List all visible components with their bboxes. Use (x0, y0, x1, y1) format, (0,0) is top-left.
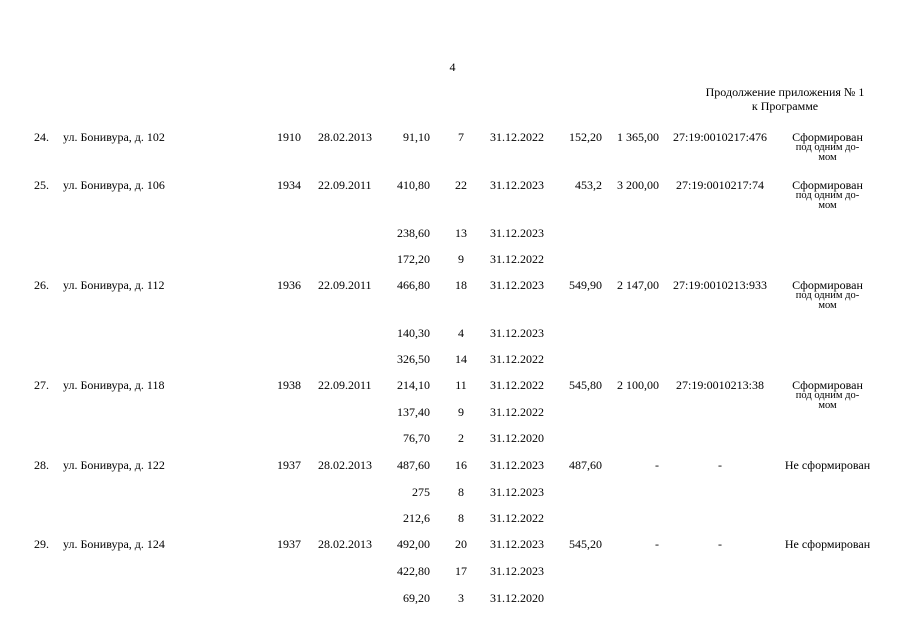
recognition-date-cell: 22.09.2011 (318, 278, 372, 292)
status-line: Сформирован (792, 278, 863, 292)
relocation-date-cell: 31.12.2022 (490, 352, 544, 366)
status-line: Сформирован (792, 178, 863, 192)
relocation-date-cell: 31.12.2023 (490, 564, 544, 578)
address-cell: ул. Бонивура, д. 118 (63, 378, 165, 392)
area-cell: 466,80 (397, 278, 430, 292)
total-area-cell: 549,90 (569, 278, 602, 292)
residents-count-cell: 8 (458, 485, 464, 499)
cadastral-number-cell: - (718, 458, 722, 472)
relocation-date-cell: 31.12.2020 (490, 591, 544, 605)
cadastral-number-cell: 27:19:0010217:476 (672, 130, 767, 144)
total-area-cell: 545,80 (569, 378, 602, 392)
relocation-date-cell: 31.12.2023 (490, 458, 544, 472)
year-cell: 1937 (277, 537, 301, 551)
status-line: Не сформирован (784, 537, 871, 551)
cadastral-number-cell: - (718, 537, 722, 551)
status-cell (780, 379, 875, 411)
continuation-header (690, 85, 880, 113)
area-cell: 212,6 (403, 511, 430, 525)
cost-cell: 2 100,00 (617, 378, 659, 392)
relocation-date-cell: 31.12.2022 (490, 130, 544, 144)
residents-count-cell: 8 (458, 511, 464, 525)
residents-count-cell: 4 (458, 326, 464, 340)
area-cell: 410,80 (397, 178, 430, 192)
residents-count-cell: 17 (455, 564, 467, 578)
year-cell: 1934 (277, 178, 301, 192)
row-number: 26. (34, 278, 49, 292)
area-cell: 76,70 (403, 431, 430, 445)
residents-count-cell: 22 (455, 178, 467, 192)
residents-count-cell: 2 (458, 431, 464, 445)
status-cell (780, 179, 875, 211)
status-line: под одним до- (795, 190, 860, 201)
area-cell: 422,80 (397, 564, 430, 578)
address-cell: ул. Бонивура, д. 112 (63, 278, 165, 292)
row-number: 28. (34, 458, 49, 472)
area-cell: 214,10 (397, 378, 430, 392)
residents-count-cell: 11 (455, 378, 467, 392)
total-area-cell: 545,20 (569, 537, 602, 551)
area-cell: 91,10 (403, 130, 430, 144)
row-number: 25. (34, 178, 49, 192)
status-line: под одним до- (795, 290, 860, 301)
row-number: 29. (34, 537, 49, 551)
continuation-line-1: Продолжение приложения № 1 (705, 85, 865, 99)
year-cell: 1936 (277, 278, 301, 292)
status-cell (780, 131, 875, 163)
status-line: под одним до- (795, 142, 860, 153)
cost-cell: 1 365,00 (617, 130, 659, 144)
status-line: Не сформирован (784, 458, 871, 472)
area-cell: 326,50 (397, 352, 430, 366)
address-cell: ул. Бонивура, д. 122 (63, 458, 165, 472)
relocation-date-cell: 31.12.2023 (490, 537, 544, 551)
status-cell (780, 459, 875, 472)
relocation-date-cell: 31.12.2022 (490, 405, 544, 419)
area-cell: 137,40 (397, 405, 430, 419)
area-cell: 140,30 (397, 326, 430, 340)
recognition-date-cell: 28.02.2013 (318, 537, 372, 551)
relocation-date-cell: 31.12.2022 (490, 378, 544, 392)
status-line: Сформирован (792, 130, 863, 144)
area-cell: 172,20 (397, 252, 430, 266)
residents-count-cell: 9 (458, 405, 464, 419)
status-line: мом (818, 152, 837, 163)
relocation-date-cell: 31.12.2020 (490, 431, 544, 445)
year-cell: 1937 (277, 458, 301, 472)
residents-count-cell: 9 (458, 252, 464, 266)
row-number: 27. (34, 378, 49, 392)
residents-count-cell: 7 (458, 130, 464, 144)
area-cell: 275 (412, 485, 430, 499)
cost-cell: - (655, 458, 659, 472)
residents-count-cell: 14 (455, 352, 467, 366)
cadastral-number-cell: 27:19:0010213:933 (672, 278, 767, 292)
residents-count-cell: 3 (458, 591, 464, 605)
cost-cell: 2 147,00 (617, 278, 659, 292)
relocation-date-cell: 31.12.2023 (490, 326, 544, 340)
status-line: мом (818, 400, 837, 411)
area-cell: 487,60 (397, 458, 430, 472)
total-area-cell: 453,2 (575, 178, 602, 192)
area-cell: 238,60 (397, 226, 430, 240)
relocation-date-cell: 31.12.2023 (490, 485, 544, 499)
cadastral-number-cell: 27:19:0010213:38 (675, 378, 764, 392)
status-line: мом (818, 300, 837, 311)
residents-count-cell: 18 (455, 278, 467, 292)
residents-count-cell: 16 (455, 458, 467, 472)
address-cell: ул. Бонивура, д. 106 (63, 178, 165, 192)
page-number: 4 (449, 60, 456, 74)
total-area-cell: 487,60 (569, 458, 602, 472)
relocation-date-cell: 31.12.2022 (490, 252, 544, 266)
recognition-date-cell: 22.09.2011 (318, 178, 372, 192)
cost-cell: - (655, 537, 659, 551)
status-cell (780, 538, 875, 551)
residents-count-cell: 20 (455, 537, 467, 551)
continuation-line-2: к Программе (751, 99, 819, 113)
recognition-date-cell: 28.02.2013 (318, 458, 372, 472)
status-line: мом (818, 200, 837, 211)
relocation-date-cell: 31.12.2022 (490, 511, 544, 525)
residents-count-cell: 13 (455, 226, 467, 240)
relocation-date-cell: 31.12.2023 (490, 278, 544, 292)
address-cell: ул. Бонивура, д. 124 (63, 537, 165, 551)
cost-cell: 3 200,00 (617, 178, 659, 192)
recognition-date-cell: 28.02.2013 (318, 130, 372, 144)
address-cell: ул. Бонивура, д. 102 (63, 130, 165, 144)
area-cell: 69,20 (403, 591, 430, 605)
status-line: под одним до- (795, 390, 860, 401)
year-cell: 1938 (277, 378, 301, 392)
row-number: 24. (34, 130, 49, 144)
area-cell: 492,00 (397, 537, 430, 551)
cadastral-number-cell: 27:19:0010217:74 (675, 178, 764, 192)
year-cell: 1910 (277, 130, 301, 144)
status-line: Сформирован (792, 378, 863, 392)
relocation-date-cell: 31.12.2023 (490, 226, 544, 240)
recognition-date-cell: 22.09.2011 (318, 378, 372, 392)
total-area-cell: 152,20 (569, 130, 602, 144)
status-cell (780, 279, 875, 311)
relocation-date-cell: 31.12.2023 (490, 178, 544, 192)
